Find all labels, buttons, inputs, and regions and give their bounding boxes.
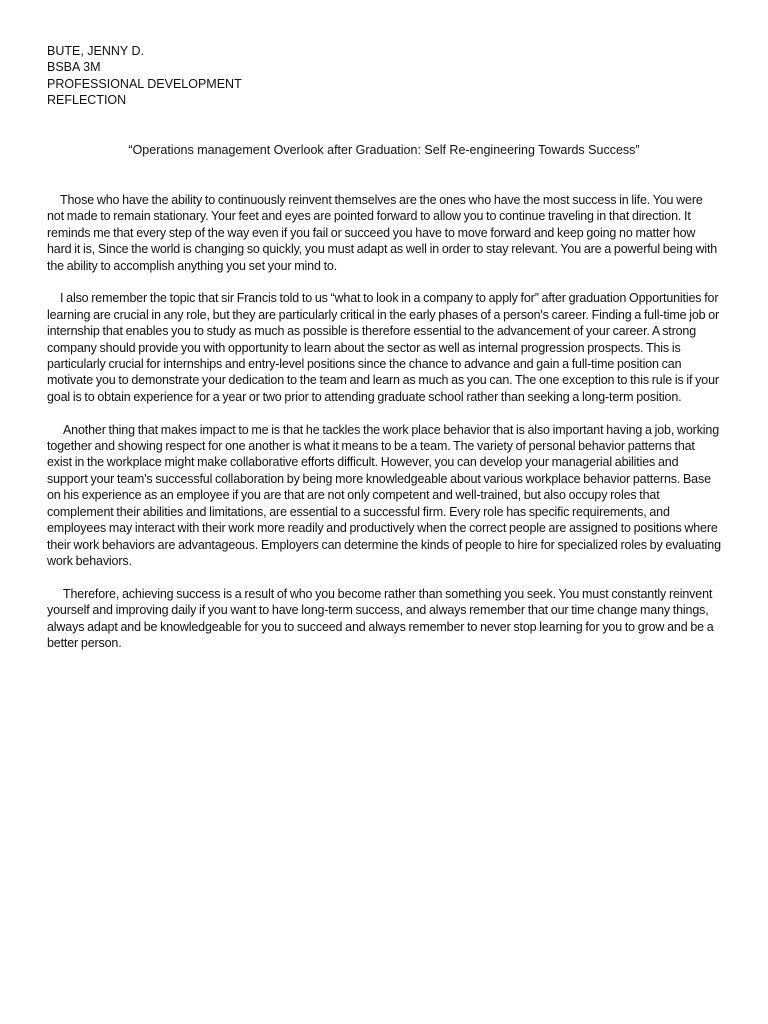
document-type: REFLECTION — [47, 93, 127, 108]
paragraph-3: Another thing that makes impact to me is that he tackles the work place behavior that is also important having a job, working together and showing respect for one another is what it means to be a team. The variety of personal behavior patterns that exist in the workplace might make collaborative efforts difficult. However, you can develop your managerial abilities and support your team's successful collaboration by being more knowledgeable about various workplace behavior patterns. Base on his experience as an employee if you are that are not only competent and well-trained, but also occupy roles that complement their abilities and limitations, are essential to a successful firm. Every role has specific requirements, and employees may interact with their work more readily and productively when the correct people are assigned to positions where their work behaviors are advantageous. Employers can determine the kinds of people to hire for specialized roles by evaluating work behaviors. — [47, 422, 721, 568]
course-name: PROFESSIONAL DEVELOPMENT — [47, 76, 242, 91]
paragraph-2: I also remember the topic that sir Francis told to us “what to look in a company to apply for” after graduation Opportunities for learning are crucial in any role, but they are particularly critical in the early phases of a person's career. Finding a full-time job or internship that enables you to study as much as possible is therefore essential to the advancement of your career. A strong company should provide you with opportunity to learn about the sector as well as internal progression prospects. This is particularly crucial for internships and entry-level positions since the chance to advance and gain a full-time position can motivate you to demonstrate your dedication to the team and learn as much as you can. The one exception to this rule is if your goal is to obtain experience for a year or two prior to attending graduate school rather than seeking a long-term position. — [47, 291, 720, 404]
author-name: BUTE, JENNY D. — [47, 44, 145, 58]
paragraph-4: Therefore, achieving success is a result of who you become rather than something you seek. You must constantly reinvent yourself and improving daily if you want to have long-term success, and always remember that our time change many things, always adapt and be knowledgeable for you to succeed and always remember to never stop learning for you to grow and be a better person. — [47, 586, 714, 650]
paragraph-1: Those who have the ability to continuously reinvent themselves are the ones who have the most success in life. You were not made to remain stationary. Your feet and eyes are pointed forward to allow you to continue traveling in that direction. It reminds me that every step of the way even if you fail or succeed you have to move forward and keep going no matter how hard it is, Since the world is changing so quickly, you must adapt as well in order to stay relevant. You are a powerful being with the ability to accomplish anything you set your mind to. — [47, 193, 718, 273]
document-title: “Operations management Overlook after Graduation: Self Re-engineering Towards Success” — [128, 143, 640, 157]
program-section: BSBA 3M — [47, 60, 101, 75]
document-body — [47, 192, 721, 668]
document-header — [47, 43, 242, 109]
